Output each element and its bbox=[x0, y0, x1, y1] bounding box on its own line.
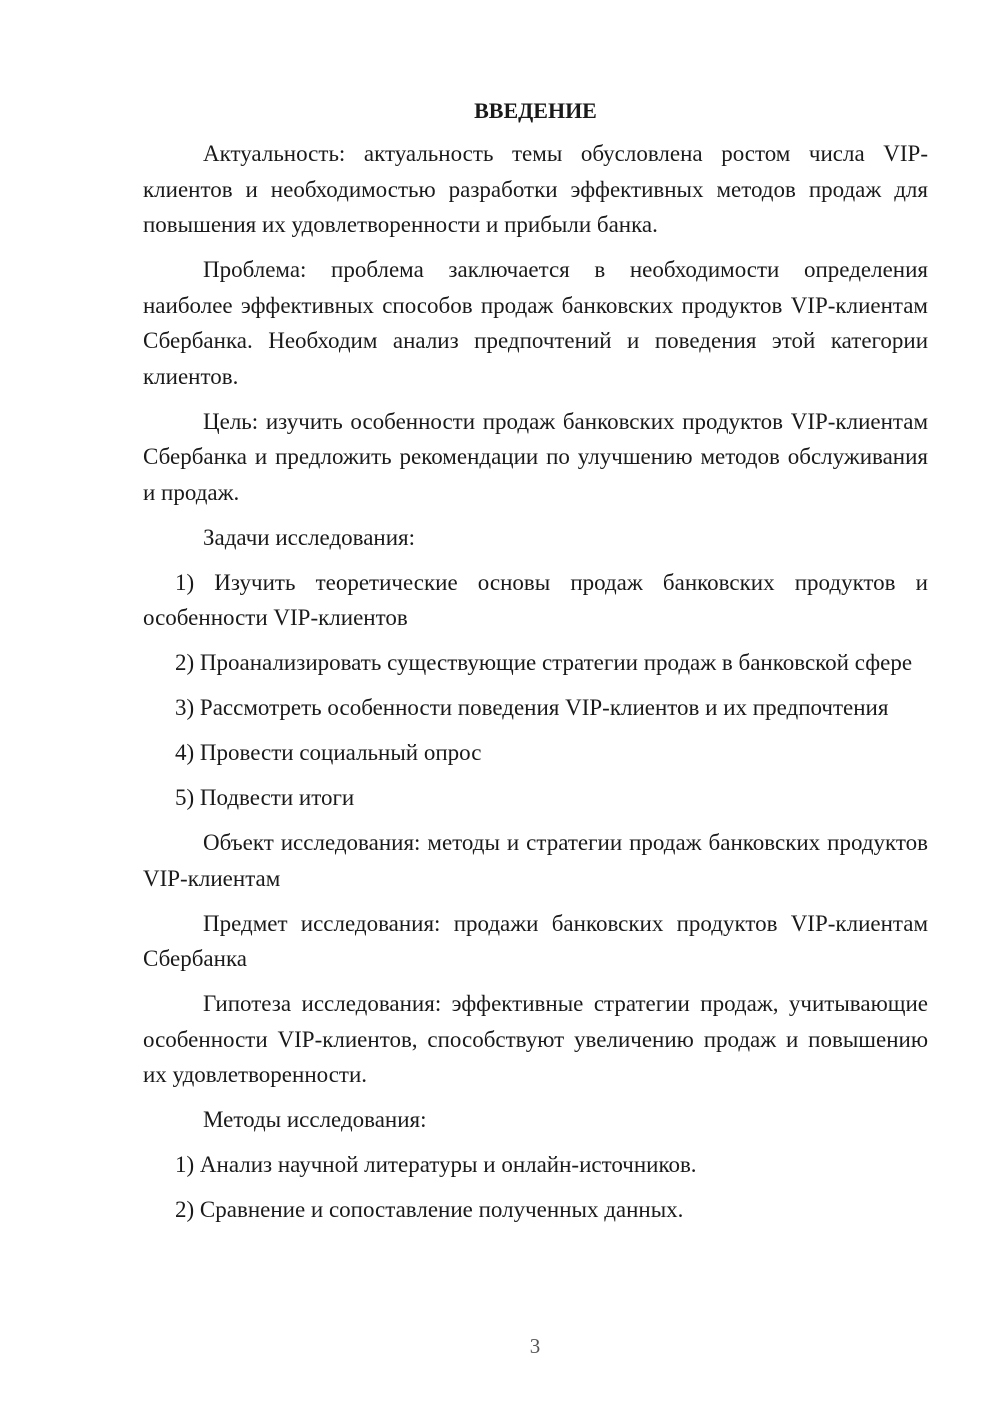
section-title: ВВЕДЕНИЕ bbox=[474, 98, 597, 123]
task-item-2: 2) Проанализировать существующие стратегии продаж в банковской сфере bbox=[175, 650, 913, 675]
relevance-paragraph: Актуальность: актуальность темы обусловлена ростом числа VIP-клиентов и необходимостью разработки эффективных методов продаж для повышения их удовлетворенности и прибыли банка. bbox=[143, 141, 928, 237]
task-item-3: 3) Рассмотреть особенности поведения VIP-клиентов и их предпочтения bbox=[175, 695, 889, 720]
object-paragraph: Объект исследования: методы и стратегии продаж банковских продуктов VIP-клиентам bbox=[143, 830, 928, 891]
method-item-2: 2) Сравнение и сопоставление полученных данных. bbox=[175, 1197, 684, 1222]
subject-paragraph: Предмет исследования: продажи банковских продуктов VIP-клиентам Сбербанка bbox=[143, 910, 928, 971]
task-item-4: 4) Провести социальный опрос bbox=[175, 740, 482, 765]
goal-paragraph: Цель: изучить особенности продаж банковских продуктов VIP-клиентам Сбербанка и предложить рекомендации по улучшению методов обслуживания и продаж. bbox=[143, 408, 928, 505]
methods-heading: Методы исследования: bbox=[203, 1107, 427, 1132]
task-item-5: 5) Подвести итоги bbox=[175, 785, 355, 810]
page-number: 3 bbox=[529, 1334, 541, 1358]
method-item-1: 1) Анализ научной литературы и онлайн-источников. bbox=[175, 1152, 697, 1177]
tasks-heading: Задачи исследования: bbox=[203, 524, 416, 550]
problem-paragraph: Проблема: проблема заключается в необходимости определения наиболее эффективных способов продаж банковских продуктов VIP-клиентам Сбербанка. Необходим анализ предпочтений и поведения этой категории клиентов. bbox=[143, 257, 928, 389]
task-item-1: 1) Изучить теоретические основы продаж банковских продуктов и особенности VIP-клиентов bbox=[143, 569, 928, 630]
document-page bbox=[143, 96, 928, 1237]
hypothesis-paragraph: Гипотеза исследования: эффективные стратегии продаж, учитывающие особенности VIP-клиентов, способствуют увеличению продаж и повышению их удовлетворенности. bbox=[143, 991, 928, 1087]
